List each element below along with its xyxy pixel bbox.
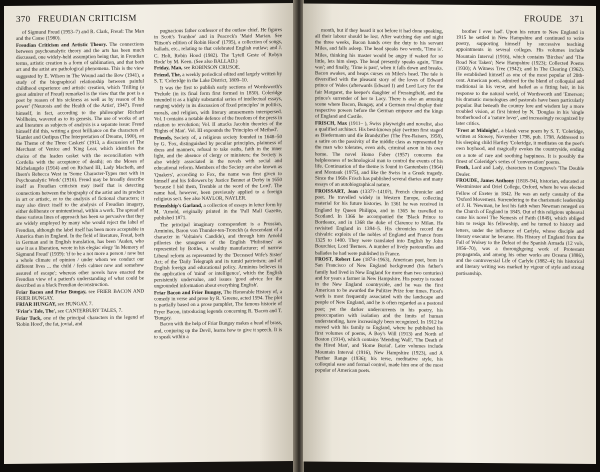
entry-text: a collection of essays in letter form by M. 'Arnold, originally printed in the 'Pall Mall Gazette, published 1871. — [154, 201, 282, 222]
entry-headword: Friar Tuck, — [16, 315, 42, 322]
entry-headword: Friendship's Garland, — [154, 202, 203, 210]
entry-headword: Friend, The, — [154, 72, 181, 79]
entry-headword: FRIAR HUNGAY, — [16, 301, 57, 309]
left-page — [4, 3, 294, 464]
dictionary-entry — [456, 178, 584, 278]
dictionary-entry — [315, 257, 443, 375]
entry-text: (1818–94), historian, educated at Westminster and Oriel College, Oxford, where he was elected Fellow of Exeter in 1842. He was an early casualty of the 'Oxford Movement. Surrendering to the charismatic leadership of J. H. 'Newman, he lost his faith when Newman reneged on the Church of England in 1845. Out of this religious upheaval came his novel The Nemesis of Faith (1849), which obliged him to resign his fellowship, and he turned to history and letters, under the influence of Carlyle, whose disciple and literary executor he became. His History of England from the Fall of Wolsey to the Defeat of the Spanish Armada (12 vols, 1856–70), was a thoroughgoing work of Protestant propaganda, and among his other works are Oceana (1886), and the controversial Life of Carlyle (1882–4); his historical and literary writing was marked by vigour of style and strong partisanship. — [456, 178, 584, 277]
entry-text: The principal imaginary correspondent is a Prussian, Arminius, Baron von Thunder-ten-Tronckh (a descendant of a character in 'Voltaire's Candide), and through him Arnold pillories the smugness of the English 'Philistines' as represented by Bottles, a wealthy manufacturer; of narrow Liberal reform as represented by the 'Deceased Wife's Sister' Act; of the 'Daily Telegraph and its tumid patriotism; and of English foreign and educational policy. Arminius believes in the application of 'mind' or intelligence', which the English persistently undervalue, and issues 'good advice for the ungrounded information about everything English'. — [154, 220, 282, 290]
dictionary-entry — [154, 289, 282, 321]
right-page-header — [315, 12, 584, 28]
dictionary-entry — [16, 288, 144, 302]
right-page — [303, 3, 596, 464]
entry-headword: Friar Bacon and Frier Bungay, — [154, 289, 223, 297]
paragraph — [154, 84, 282, 135]
entry-text: It was the first to publish early sections of Wordsworth's 'Prelude (in its final form first formed in 1850). Coleridge intended it as a highly substantial series of intellectual essays, ranging widely in its discussion of fixed principles' in politics, morals, and religion, with literary amusements interspersed. Vol. I contains a notable defence of the freedom of the press in relation to revolution; Vol. II attacks Jacobin theories of the 'Rights of Man'. Vol. III expounds the 'Principles of Method'. — [154, 83, 282, 135]
dictionary-entry — [456, 165, 584, 178]
left-page-column-2 — [154, 27, 282, 458]
entry-text: brother I ever had'. Upon his return to New England in 1915 he settled in New Hampshire and continued to write poetry, supporting himself by successive teaching appointments in several colleges. His volumes include Mountain Interval (1916), which contains 'Birches' and 'The Road Not Taken'; New Hampshire (1923); Collected Poems (1930); A Witness Tree (1942); and In The Clearing (1962). He established himself as one of the most popular of 20th-cent. American poets, admired for the blend of colloquial and traditional in his verse, and hailed as a fitting heir, in his response to the natural world, of Wordsworth and 'Emerson; his dramatic monologues and pastorals have been particularly popular. But beneath the country lore and wisdom lay a more troubled vision, at first hinted by N. 'Douglas in his 'single brotherhood of a 'nature lover', and increasingly recognized by later critics. — [456, 28, 584, 128]
running-head: FROUDE — [524, 13, 562, 24]
entry-headword: FROUDE, James Anthony — [456, 178, 515, 185]
dictionary-entry — [154, 134, 282, 203]
dictionary-entry — [315, 120, 443, 189]
dictionary-entry — [154, 71, 282, 85]
right-page-column-2 — [456, 29, 584, 460]
entry-headword: FROST, Robert Lee — [315, 256, 361, 264]
entry-headword: Friends, — [154, 134, 172, 142]
page-number: 370 — [16, 13, 31, 24]
paragraph — [154, 221, 282, 290]
entry-text: see ROBINSON CRUSOE. — [182, 64, 241, 72]
left-page-header — [16, 11, 282, 28]
page-number: 371 — [569, 13, 584, 24]
entry-text: (1911– ), Swiss playwright and novelist, also a qualified architect. His best-known play (written first staged as Biedermann und die Brandstifter (The Fire-Raisers, 1958), a satire on the passivity of the middle class as represented by the man who tolerates, even aids, criminal arson in his own home. The novel Homo Faber (1957) concerns the helplessness of technological man to control the events of his life. Continuation of the theme is found in Gantenbein (1964) and Montauk (1975), and like the Swiss in a Greek tragedy. Since the 1960s Frisch has published several diaries and many essays of an autobiographical nature. — [315, 120, 443, 189]
entry-headword: 'Frost at Midnight', — [456, 127, 500, 135]
entry-text: a weekly periodical edited and largely written by S. T. 'Coleridge in the Lake District, 1809–10. — [154, 71, 282, 85]
entry-headword: Friday, Man, — [154, 65, 183, 72]
entry-text: The connections between psychoanalytic theory and the arts has been much discussed, one widely-held assumption being that, in Freudian terms, artistic creation is a form of sublimation, and that both art and the artist are pathological phenomena. This is the view suggested by E. Wilson in The Wound and the Bow (1941), a study of the biographical relationship between painful childhood experience and artistic creation, which 'Trilling (a great admirer of Freud) remarked is the view that the poet is a poet by reason of his sickness as well as by reason of his power' ('Neurosis and the Health of the Artist', 1947). Freud himself, in fact, according to the philosopher Richard Wollheim, wavered as to its genesis. The use of works of art and literature as subjects of analysis is a separate issue: Freud himself did this, writing a great brilliance on the characters of 'Hamlet and Oedipus (The Interpretation of Dreams, 1900), on the Theme of the Three Caskets' (1913, a discussion of The Merchant of Venice and 'King Lear, which identifies the choice of the leaden casket with the reconciliation with Cordelia with the acceptance of death); on the Moses of Michelangelo (1914) and on Richard III, Lady Macbeth, and Ibsen's Rebecca West in 'Some Character-Types met with in Psychoanalytic Work' (1916). Freud may be broadly describe itself as Freudian criticism may itself that is detecting connections between the biography of the artist and its product in art or artistic, or to the analysis of fictional characters; it may also direct itself to the analysis of Freudian imagery, either deliberate or unintentional, within a work. The spread of these various lines of approach has been so pervasive that they are widely employed by many who would reject the label of Freudian, although the label itself has been more acceptable in America than in England. In the field of literature, Freud, both in German and in English translation, has been 'Auden, who saw it as a liberation, wrote in his elegiac elegy 'In Memory of Sigmund Freud' (1939): 'if to be a not more a person / now but a whole climate of opinion / under whom we conduct our different lives ... the child / feels calmer now and somehow assured of escape'; whereas other novels have enacted the Freudian view of a patient's understanding of what could be described as a black Freudian deconstruction. — [16, 41, 144, 289]
dictionary-entry — [456, 128, 584, 166]
entry-text: pugnacious father confessor of the outlaw chief. He figures in Scott's 'Ivanhoe' and in Peacock's 'Maid Marian. See 'Ritson's edition of Robin Hood' (1795), a collection of songs, ballads, etc., relating to that celebrated English outlaw; and J. C. Holt, Robin Hood (1982). The 'Lytell Geste of Robyn Hode' by M. Keen. (See also BALLAD.) — [154, 27, 282, 66]
right-page-column-1 — [315, 28, 443, 459]
entry-text: Bacon with the help of Friar Bungay makes a head of brass, and, conjuring up the Devil, learns how to give it speech. It is to speak within a — [154, 320, 282, 341]
entry-text: (1874–1963), American poet, born in San Francisco of New England background (his father's family had lived in New England for more than two centuries) and for years a farmer in New Hampshire. His poetry is rooted in the New England countryside, and he was the first American to be awarded the Pulitzer Prize four times. Frost's work is most frequently associated with the landscape and people of New England, and he is often regarded as a pastoral poet; yet the darker undercurrents in his poetry, his preoccupation with isolation and the limits of human understanding, have increasingly been recognized. In 1912 he moved with his family to England, where he published his first volumes of poems, A Boy's Will (1913) and North of Boston (1914), which contains 'Mending Wall', 'The Death of the Hired Man', and 'Home Burial'. Later volumes include Mountain Interval (1916), New Hampshire (1923), and A Further Range (1936); his terse, meditative style, his colloquial ease and formal control, made him one of the most popular of American poets. — [315, 257, 443, 375]
dictionary-entry — [315, 189, 443, 258]
entry-headword: Freudian Criticism and Artistic Theory. — [16, 41, 108, 49]
entry-text: a blank verse poem by S. T. 'Coleridge, written at Stowey, November 1798, pub. 1798. Addressed to his sleeping child Hartley 'Coleridge, it meditates on the poet's own boyhood, and magically evokes the countryside, ending on a note of rare and soothing happiness. It is possibly the finest of Coleridge's series of 'conversation' poems. — [456, 128, 584, 166]
entry-headword: 'Friar's Tale, The', — [16, 308, 57, 315]
entry-text: of Sigmund Freud (1953–7) and R. Clark, Freud: The Man and the Cause (1980). — [16, 28, 144, 43]
paragraph — [16, 29, 144, 43]
entry-headword: Friar Bacon and Friar Bungay, — [16, 288, 87, 296]
entry-text: see HUNGAY, 7. — [56, 301, 93, 308]
paragraph — [154, 320, 282, 340]
left-page-column-1 — [16, 29, 144, 460]
entry-text: see CANTERBURY TALES, 7. — [56, 307, 123, 315]
entry-headword: Froth, — [456, 165, 470, 172]
entry-text: (1337?–1410?), French chronicler and poet. He travelled widely in Western Europe, collecting material for his future histories. In 1361 he was received in England by Queen Philippa, and in 1365 he travelled to Scotland. In 1366 he accompanied the 'Black Prince to Bordeaux, and in 1368 the duke of Clarence to Milan. He revisited England in 1394–5. His chronicles record the chivalric exploits of the nobles of England and France from 1325 to 1400. They were translated into English by John Bourchier, Lord 'Berners. A number of lively pastourelles and ballades he had were published in France. — [315, 188, 443, 257]
running-head: FREUDIAN CRITICISM — [38, 12, 137, 24]
dictionary-entry — [16, 314, 144, 328]
entry-text: month, but if they heard it not before it had done speaking, all their labour should be lost. After watching day and night the three weeks, Bacon hands over the duty to his servant Miles, and falls asleep. The head speaks two words, 'Time is'. Miles, thinking his master would be angry if waked for so little, lets him sleep. The head presently speaks again, 'Time was'; and finally, 'Time is past', when it falls down and breaks. Bacon awakes, and heaps curses on Miles's head. The tale is diversified with the pleasant story of the loves of Edward prince of Wales (afterwards Edward I) and Lord Lacy for the fair Margaret, the keeper's daughter of Fressingfield, and the prince's surrender of her to Lacy. There is also an amusing scene where Bacon, Bungay, and a German rival display their respective powers before the German emperor and the kings of England and Castile. — [315, 27, 443, 121]
dictionary-entry — [16, 41, 144, 289]
entry-text: Lord and Lady, characters in Congreve's 'The Double Dealer. — [456, 165, 584, 178]
paragraph — [315, 28, 443, 121]
entry-text: The Honorable History of, a comedy in verse and prose by R. 'Greene, acted 1594. The plot is partially based on a prose pamphlet, The famous historie of Fryer Bacon, introducing legends concerning R. 'Bacon and T. 'Bungay. — [154, 289, 282, 322]
entry-headword: FROISSART, Jean — [315, 188, 358, 195]
paragraph — [154, 27, 282, 65]
entry-text: Society of, a religious society founded in 1648–50 by G. 'Fox, distinguished by peculiar principles, plainness of dress and manners, refusal to take oaths, faith in the inner light, and the absence of clergy or ministers; the Society is also widely associated in the novels with social and educational reform. Members of the Society are also known as 'Quakers', according to Fox, the name was first given to himself and his followers by Justice Bennet at Derby in 1650 'because I bid them, Tremble at the word of the Lord'. The name had, however, been previously applied to a foreign religious sect. See also NAYLOR, NAYLER. — [154, 133, 282, 203]
entry-text: one of the principal characters in the legend of 'Robin Hood', the fat, jovial, and — [16, 314, 144, 328]
dictionary-entry — [154, 202, 282, 222]
entry-text: see FRIER BACON AND FRIER BUNGAY. — [16, 288, 144, 302]
entry-headword: FRISCH, Max — [315, 120, 348, 127]
paragraph — [456, 29, 584, 129]
